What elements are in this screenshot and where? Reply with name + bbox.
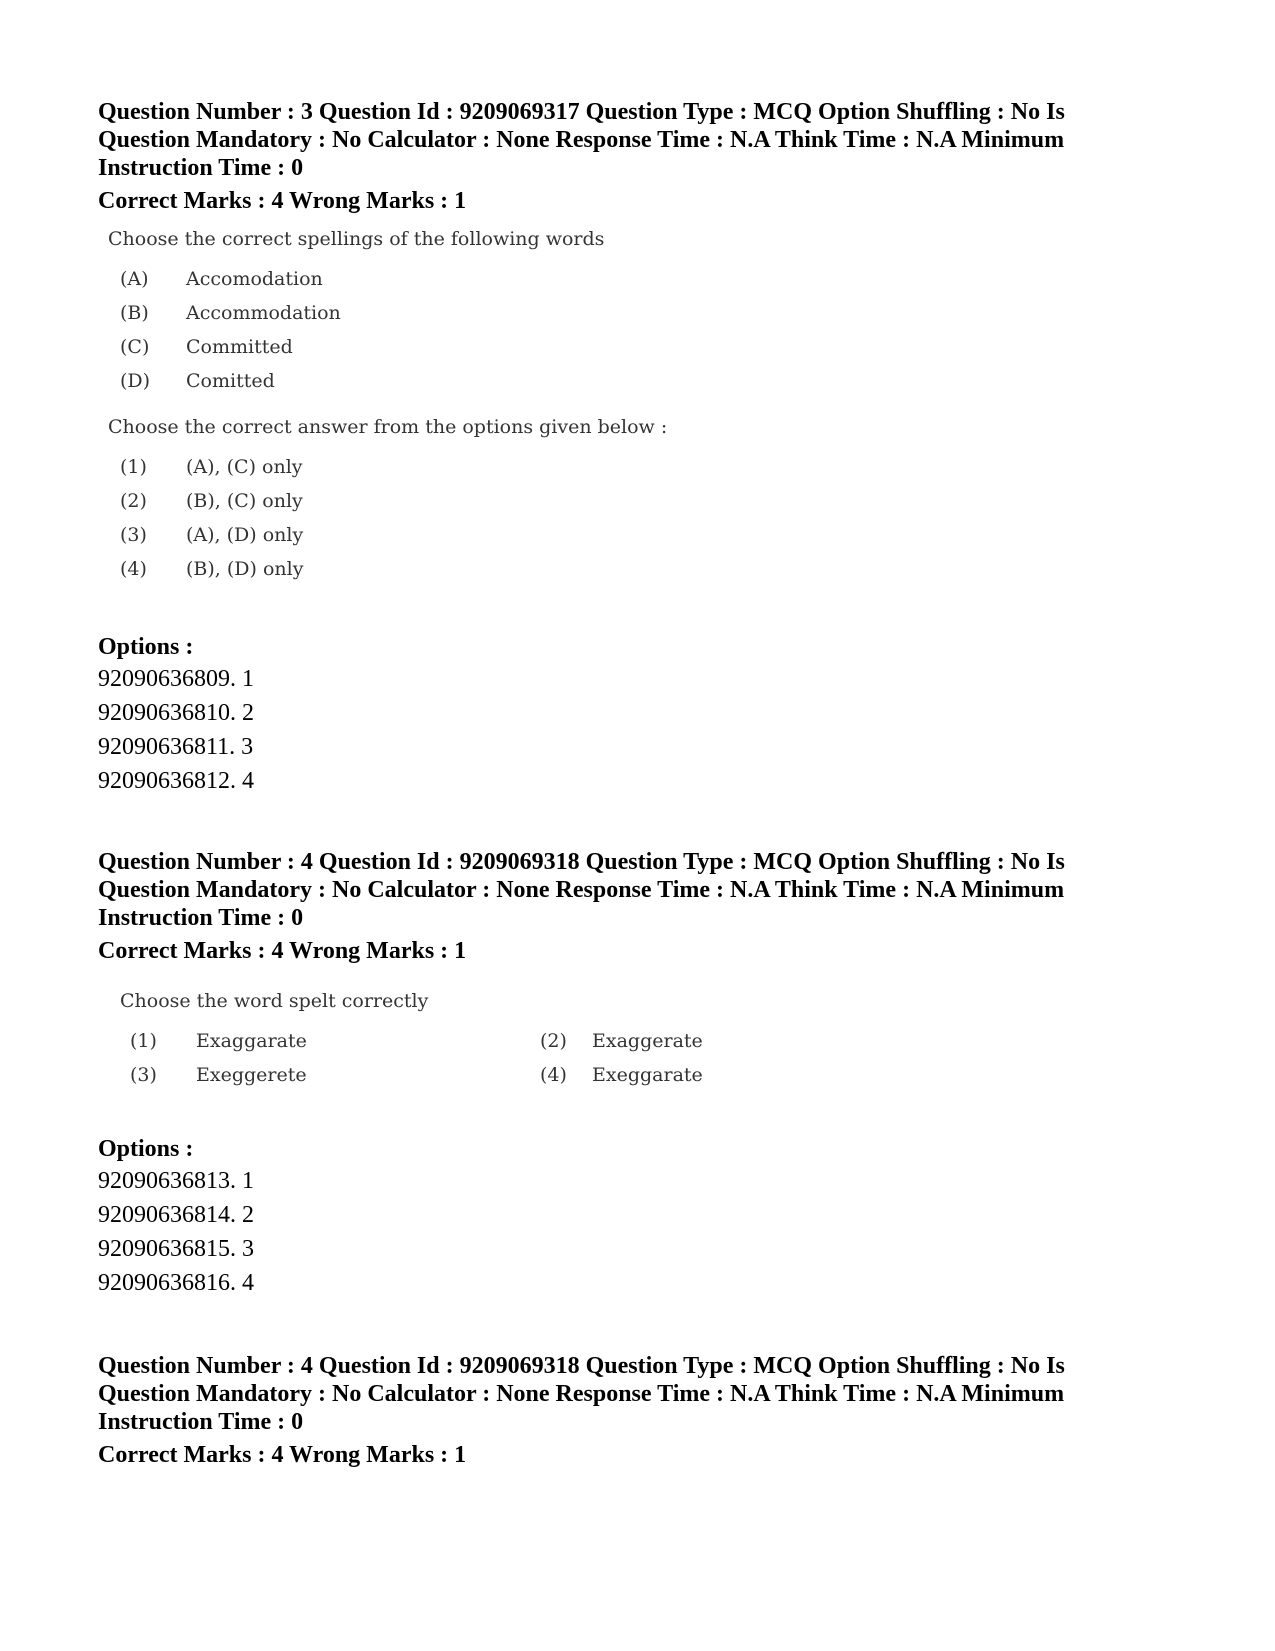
choice-label: (3) bbox=[130, 1064, 157, 1086]
meta-line: Instruction Time : 0 bbox=[98, 155, 304, 181]
question-3-body bbox=[108, 228, 667, 592]
question-3-header bbox=[98, 98, 1118, 215]
meta-line: Question Mandatory : No Calculator : None Response Time : N.A Think Time : N.A Minimum bbox=[98, 127, 1065, 153]
item-text: Accommodation bbox=[186, 302, 341, 324]
option-line: 92090636809. 1 bbox=[98, 666, 254, 692]
item-text: Accomodation bbox=[186, 268, 323, 290]
choice-label: (1) bbox=[130, 1030, 157, 1052]
question-meta bbox=[98, 1352, 1118, 1436]
meta-line: Instruction Time : 0 bbox=[98, 1409, 304, 1435]
choice-item bbox=[108, 490, 667, 524]
choice-text: (B), (C) only bbox=[186, 490, 303, 512]
option-line: 92090636815. 3 bbox=[98, 1236, 254, 1262]
option-line: 92090636816. 4 bbox=[98, 1270, 254, 1296]
option-line: 92090636812. 4 bbox=[98, 768, 254, 794]
question-4-body bbox=[108, 990, 778, 1098]
option-line: 92090636814. 2 bbox=[98, 1202, 254, 1228]
choice-text: (B), (D) only bbox=[186, 558, 304, 580]
choice-label: (1) bbox=[120, 456, 147, 478]
choice-text: Exeggarate bbox=[592, 1064, 703, 1086]
list-item bbox=[108, 370, 667, 404]
option-line: 92090636810. 2 bbox=[98, 700, 254, 726]
question-meta bbox=[98, 98, 1118, 182]
choice-grid bbox=[108, 1030, 778, 1098]
meta-line: Question Number : 4 Question Id : 9209069318 Question Type : MCQ Option Shuffling : No Is bbox=[98, 849, 1065, 875]
choice-label: (2) bbox=[120, 490, 147, 512]
choice-item bbox=[528, 1064, 778, 1098]
meta-line: Question Number : 3 Question Id : 9209069317 Question Type : MCQ Option Shuffling : No Is bbox=[98, 99, 1065, 125]
list-item bbox=[108, 268, 667, 302]
meta-line: Question Mandatory : No Calculator : None Response Time : N.A Think Time : N.A Minimum bbox=[98, 877, 1065, 903]
item-label: (D) bbox=[120, 370, 151, 392]
list-item bbox=[108, 336, 667, 370]
choice-text: Exeggerete bbox=[196, 1064, 307, 1086]
item-label: (A) bbox=[120, 268, 149, 290]
choice-text: (A), (D) only bbox=[186, 524, 304, 546]
marks-line: Correct Marks : 4 Wrong Marks : 1 bbox=[98, 938, 467, 964]
item-text: Committed bbox=[186, 336, 293, 358]
choice-label: (4) bbox=[540, 1064, 567, 1086]
item-label: (C) bbox=[120, 336, 150, 358]
choice-text: Exaggerate bbox=[592, 1030, 703, 1052]
list-item bbox=[108, 302, 667, 336]
question-4-header bbox=[98, 848, 1118, 965]
choice-item bbox=[528, 1030, 778, 1064]
question-4-repeat-header bbox=[98, 1352, 1118, 1469]
question-stem: Choose the correct spellings of the following words bbox=[108, 228, 605, 250]
meta-line: Question Mandatory : No Calculator : None Response Time : N.A Think Time : N.A Minimum bbox=[98, 1381, 1065, 1407]
marks-line: Correct Marks : 4 Wrong Marks : 1 bbox=[98, 1442, 467, 1468]
option-line: 92090636813. 1 bbox=[98, 1168, 254, 1194]
choice-label: (2) bbox=[540, 1030, 567, 1052]
choice-item bbox=[108, 524, 667, 558]
choice-item bbox=[108, 558, 667, 592]
question-meta bbox=[98, 848, 1118, 932]
question-3-options bbox=[98, 632, 254, 798]
marks-line: Correct Marks : 4 Wrong Marks : 1 bbox=[98, 188, 467, 214]
choice-label: (4) bbox=[120, 558, 147, 580]
choice-item bbox=[108, 456, 667, 490]
item-text: Comitted bbox=[186, 370, 275, 392]
meta-line: Question Number : 4 Question Id : 9209069318 Question Type : MCQ Option Shuffling : No Is bbox=[98, 1353, 1065, 1379]
choice-text: (A), (C) only bbox=[186, 456, 303, 478]
choice-item bbox=[108, 1030, 528, 1064]
choice-item bbox=[108, 1064, 528, 1098]
meta-line: Instruction Time : 0 bbox=[98, 905, 304, 931]
question-instruction: Choose the correct answer from the options given below : bbox=[108, 416, 668, 438]
choice-label: (3) bbox=[120, 524, 147, 546]
option-line: 92090636811. 3 bbox=[98, 734, 254, 760]
options-title: Options : bbox=[98, 634, 194, 660]
choice-text: Exaggarate bbox=[196, 1030, 307, 1052]
options-title: Options : bbox=[98, 1136, 194, 1162]
question-stem: Choose the word spelt correctly bbox=[120, 990, 429, 1012]
item-label: (B) bbox=[120, 302, 149, 324]
question-4-options bbox=[98, 1134, 254, 1300]
